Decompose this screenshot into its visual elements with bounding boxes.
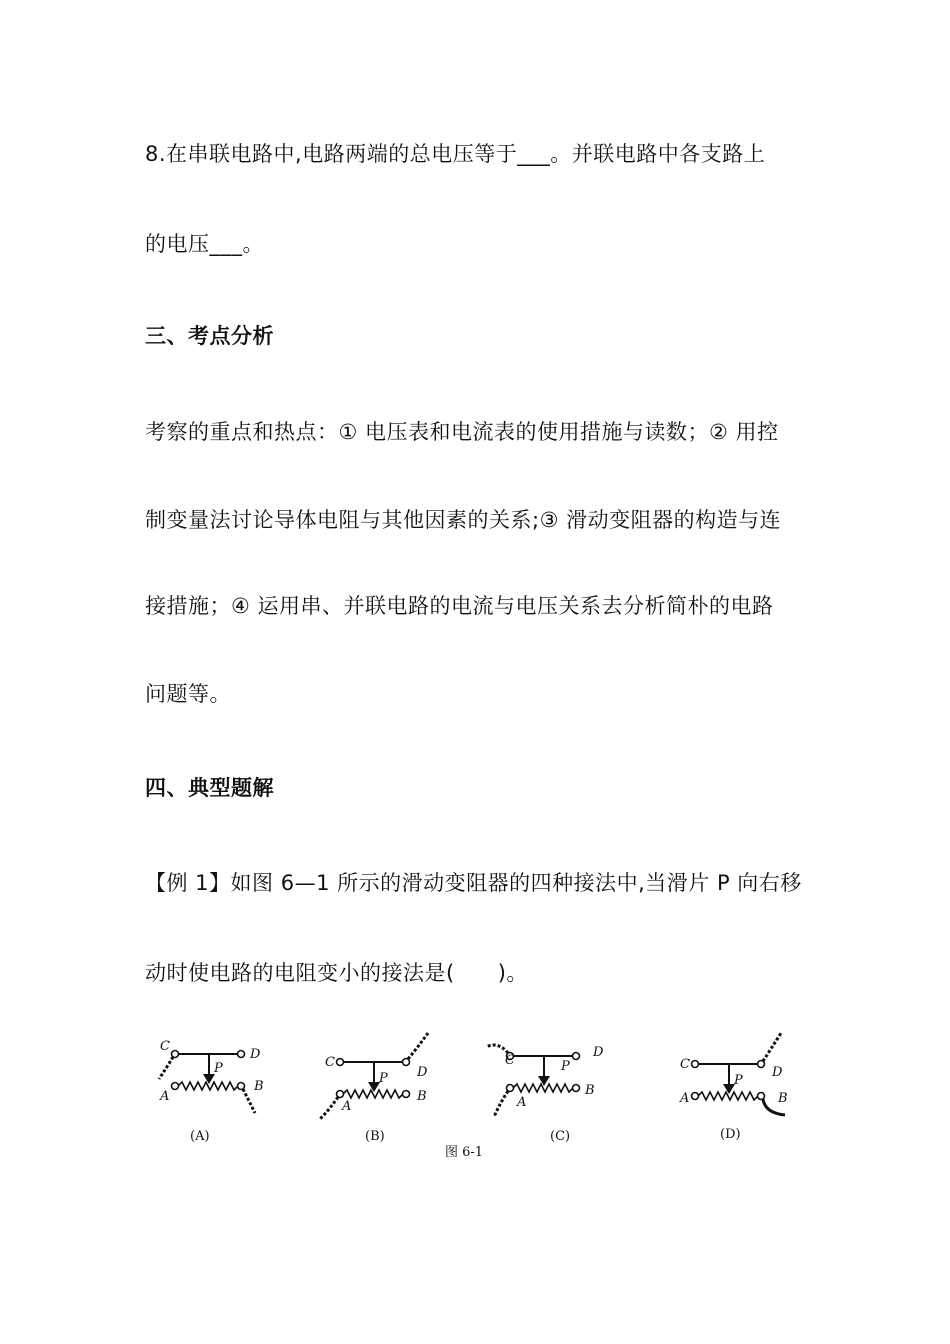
example-line-2: 动时使电路的电阻变小的接法是( )。 [145, 961, 528, 985]
panel-label-a: (A) [190, 1129, 210, 1144]
label-a: A [680, 1091, 690, 1106]
example-line-1: 【例 1】如图 6—1 所示的滑动变阻器的四种接法中,当滑片 P 向右移 [145, 871, 802, 895]
rheostat-figure [140, 1020, 810, 1165]
label-c: C [160, 1039, 170, 1054]
line-4: 考察的重点和热点：① 电压表和电流表的使用措施与读数；② 用控 [145, 420, 779, 444]
label-b: B [585, 1083, 595, 1098]
line-2: 的电压___。 [145, 232, 264, 256]
panel-label-d: (D) [720, 1127, 741, 1142]
section-heading-4: 四、典型题解 [145, 776, 274, 800]
panel-d [679, 1033, 788, 1142]
panel-b [320, 1033, 428, 1144]
line-6: 接措施；④ 运用串、并联电路的电流与电压关系去分析简朴的电路 [145, 594, 774, 618]
label-c: C [505, 1053, 515, 1068]
panel-label-b: (B) [365, 1129, 385, 1144]
line-5: 制变量法讨论导体电阻与其他因素的关系;③ 滑动变阻器的构造与连 [145, 508, 782, 532]
section-heading-3: 三、考点分析 [145, 324, 274, 348]
panel-c [486, 1045, 604, 1144]
label-b: B [778, 1091, 788, 1106]
line-7: 问题等。 [145, 682, 231, 706]
label-a: A [517, 1095, 527, 1110]
label-a: A [160, 1089, 170, 1104]
label-d: D [593, 1045, 604, 1060]
label-p: P [214, 1061, 223, 1076]
label-p: P [734, 1073, 743, 1088]
label-c: C [325, 1055, 335, 1070]
label-p: P [561, 1059, 570, 1074]
label-b: B [254, 1079, 264, 1094]
line-1: 8.在串联电路中,电路两端的总电压等于___。并联电路中各支路上 [145, 142, 766, 166]
label-d: D [250, 1047, 261, 1062]
figure-caption: 图 6-1 [445, 1145, 484, 1160]
panel-label-c: (C) [550, 1129, 571, 1144]
label-d: D [417, 1065, 428, 1080]
label-c: C [680, 1057, 690, 1072]
label-a: A [342, 1099, 352, 1114]
panel-a [159, 1039, 264, 1144]
label-d: D [772, 1065, 783, 1080]
label-p: P [379, 1071, 388, 1086]
label-b: B [417, 1089, 427, 1104]
